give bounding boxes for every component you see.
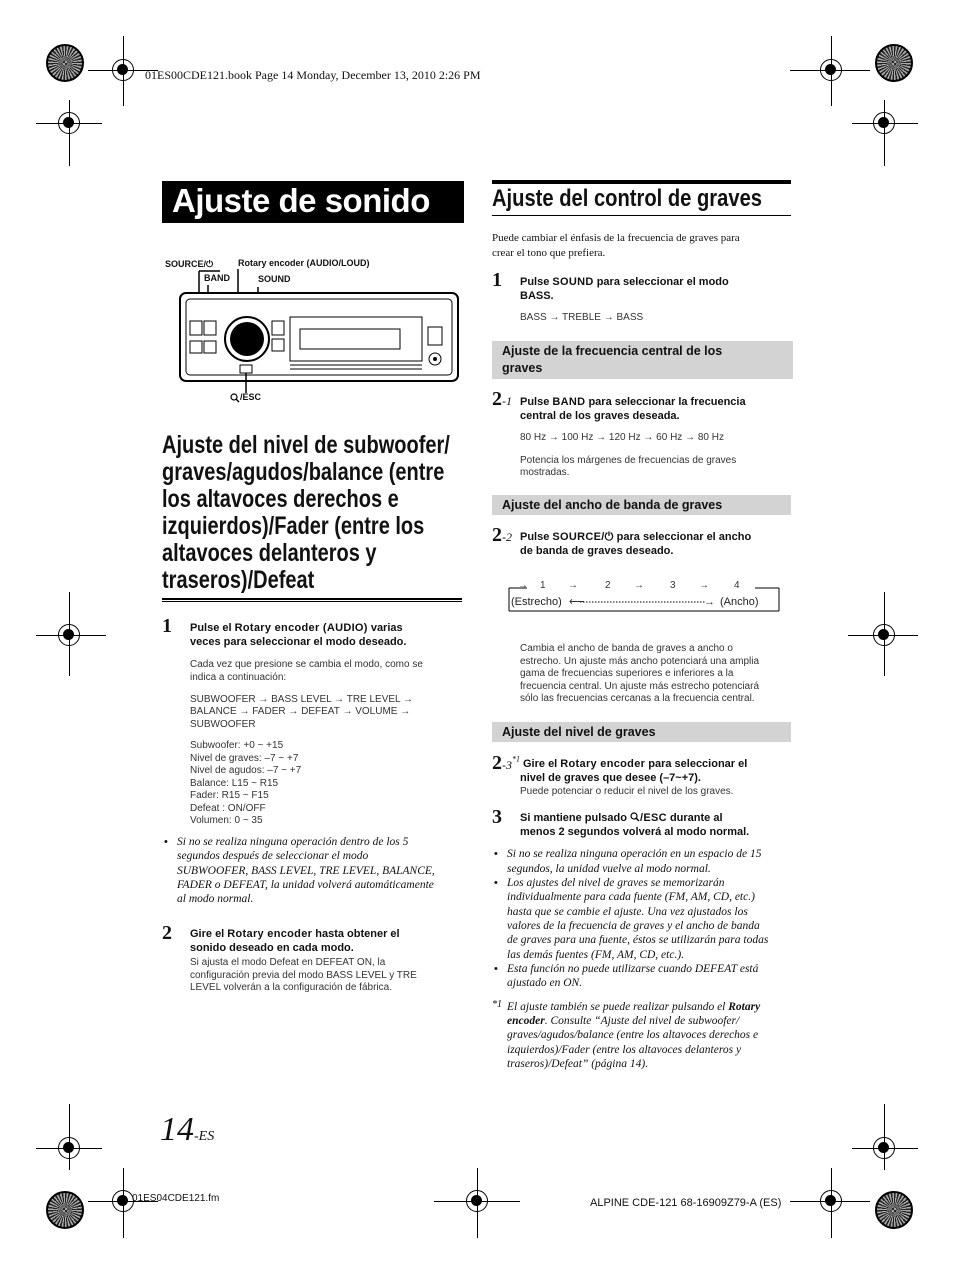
subsection-bar (492, 341, 793, 379)
note-line: FADER o DEFEAT, la unidad volverá automáticamente (177, 879, 434, 891)
note-line: ajustado en ON. (507, 977, 583, 989)
step-text: para seleccionar el ancho (613, 531, 752, 543)
section-heading: Ajuste del control de graves (492, 185, 762, 212)
footer-model: ALPINE CDE-121 68-16909Z79-A (ES) (590, 1197, 782, 1209)
heading-line: Ajuste del nivel de subwoofer/ (162, 431, 450, 459)
step-text: hasta obtener el (312, 928, 400, 940)
note-line: las demás fuentes (FM, AM, CD, etc.). (507, 949, 685, 961)
arrow-icon: → (699, 580, 709, 591)
footnote-line (507, 1000, 760, 1014)
bullet-icon: • (494, 877, 498, 889)
note-line: hasta que se cambie el ajuste. Una vez ajustados los (507, 906, 748, 918)
subsection-title: graves (502, 361, 543, 375)
note-line: individualmente para cada fuente (FM, AM, CD, etc.) (507, 891, 755, 903)
page-title-block (162, 181, 464, 223)
step-desc: frecuencia central. Un ajuste más estrecho potenciará (520, 681, 760, 692)
range-line: Nivel de agudos: –7 ~ +7 (190, 765, 302, 776)
note-line: valores de la frecuencia de graves y el ancho de banda (507, 920, 760, 932)
note-line: Esta función no puede utilizarse cuando DEFEAT está (507, 963, 759, 975)
step-instruction: central de los graves deseada. (520, 410, 680, 422)
subsection-title: Ajuste del nivel de graves (502, 725, 656, 739)
footer-file: 01ES04CDE121.fm (132, 1193, 220, 1204)
step-instruction (190, 928, 400, 942)
mode-sequence: SUBWOOFER → BASS LEVEL → TRE LEVEL → (190, 694, 414, 705)
range-line: Balance: L15 ~ R15 (190, 778, 279, 789)
step-desc: sólo las frecuencias cercanas a la frecuencia central. (520, 693, 755, 704)
step-number: 1 (492, 269, 502, 291)
note-line: segundos después de seleccionar el modo (177, 850, 369, 862)
footnote-key: Rotary (728, 1001, 761, 1013)
heading-rule (492, 180, 791, 184)
step-number: 1 (162, 615, 172, 637)
band-label: BAND (204, 273, 230, 283)
width-value: 1 (540, 580, 546, 591)
step-instruction: nivel de graves que desee (–7~+7). (520, 772, 701, 784)
key-name: /ESC (640, 812, 667, 824)
search-icon (630, 812, 640, 822)
key-name: SOUND (552, 276, 594, 288)
step-text: Gire el (523, 758, 561, 770)
step-instruction: menos 2 segundos volverá al modo normal. (520, 826, 750, 838)
step-instruction: veces para seleccionar el modo deseado. (190, 636, 407, 648)
narrow-label: (Estrecho) (511, 596, 562, 608)
heading-line: altavoces delanteros y (162, 539, 377, 567)
arrow-icon: → (518, 580, 528, 591)
step-number (492, 752, 520, 775)
subsection-title: Ajuste de la frecuencia central de los (502, 344, 723, 358)
registration-burst-icon (46, 44, 84, 82)
page-number-suffix: -ES (194, 1129, 215, 1144)
note-line: Si no se realiza ninguna operación en un espacio de 15 (507, 848, 762, 860)
arrow-icon: → (634, 580, 644, 591)
note-line: Si no se realiza ninguna operación dentro de los 5 (177, 836, 409, 848)
range-line: Subwoofer: +0 ~ +15 (190, 740, 284, 751)
step-number-sub: -1 (502, 394, 512, 408)
step-text: para seleccionar el modo (593, 276, 729, 288)
step-text: varias (367, 622, 403, 634)
arrow-right-icon: → (704, 596, 715, 608)
head-unit-illustration (160, 255, 470, 410)
heading-line: graves/agudos/balance (entre (162, 458, 445, 486)
bullet-icon: • (494, 848, 498, 860)
book-info: 01ES00CDE121.book Page 14 Monday, December 13, 2010 2:26 PM (145, 68, 481, 82)
step-text: para seleccionar el (645, 758, 748, 770)
footnote-mark: *1 (492, 999, 502, 1010)
step-desc: estrecho. Un ajuste más ancho potenciará una amplia (520, 656, 760, 667)
rotary-encoder-label: Rotary encoder (AUDIO/LOUD) (238, 258, 370, 268)
step-text: Pulse el (190, 622, 235, 634)
range-line: Nivel de graves: –7 ~ +7 (190, 753, 299, 764)
note-line: al modo normal. (177, 893, 254, 905)
intro-text: crear el tono que prefiera. (492, 247, 606, 259)
step-desc: mostradas. (520, 467, 570, 478)
key-name: Rotary encoder (227, 928, 313, 940)
step-instruction (523, 758, 747, 772)
width-value: 3 (670, 580, 676, 591)
footnote-line (507, 1014, 739, 1028)
footnote-line: graves/agudos/balance (entre los altavoces derechos e (507, 1029, 759, 1041)
footnote-line: izquierdos)/Fader (entre los altavoces delanteros y (507, 1044, 742, 1056)
footnote-key: encoder (507, 1015, 545, 1027)
range-line: Volumen: 0 ~ 35 (190, 815, 263, 826)
step-text: para seleccionar la frecuencia (585, 396, 746, 408)
arrow-icon: → (568, 580, 578, 591)
step-text: Gire el (190, 928, 228, 940)
width-value: 4 (734, 580, 740, 591)
step-number-sub: -2 (502, 530, 512, 544)
step-desc: configuración previa del modo BASS LEVEL y TRE (190, 970, 417, 981)
bullet-icon: • (164, 836, 168, 848)
footnote-mark: *1 (512, 754, 520, 764)
subsection-title: Ajuste del ancho de banda de graves (502, 498, 723, 512)
step-desc: Si ajusta el modo Defeat en DEFEAT ON, la (190, 957, 386, 968)
width-value: 2 (605, 580, 611, 591)
note-line: SUBWOOFER, BASS LEVEL, TRE LEVEL, BALANCE, (177, 865, 435, 877)
step-desc: Potencia los márgenes de frecuencias de graves (520, 455, 737, 466)
step-number (492, 388, 512, 411)
mode-sequence: BALANCE → FADER → DEFEAT → VOLUME → (190, 706, 411, 717)
step-number: 3 (492, 806, 502, 828)
wide-label: (Ancho) (720, 596, 759, 608)
source-power-label: SOURCE/⏻ (165, 259, 214, 269)
step-text: Si mantiene pulsado (520, 812, 631, 824)
registration-burst-icon (875, 1191, 913, 1229)
range-line: Fader: R15 ~ F15 (190, 790, 269, 801)
range-line: Defeat : ON/OFF (190, 803, 266, 814)
step-text: durante al (666, 812, 723, 824)
step-desc: Puede potenciar o reducir el nivel de los graves. (520, 786, 734, 797)
page-title: Ajuste de sonido (172, 182, 430, 219)
step-desc: Cada vez que presione se cambia el modo, como se (190, 659, 423, 670)
step-instruction (520, 812, 723, 826)
step-instruction (520, 396, 746, 410)
step-desc: gama de frecuencias superiores e inferiores a la (520, 668, 734, 679)
step-number-sub: -3 (502, 758, 512, 772)
step-instruction: BASS. (520, 290, 554, 302)
note-line: segundos, la unidad vuelve al modo normal. (507, 863, 711, 875)
registration-burst-icon (875, 44, 913, 82)
heading-line: los altavoces derechos e (162, 485, 399, 513)
step-instruction (190, 622, 403, 636)
intro-text: Puede cambiar el énfasis de la frecuencia de graves para (492, 232, 740, 244)
key-name: Rotary encoder (560, 758, 646, 770)
heading-line: traseros)/Defeat (162, 566, 315, 594)
key-name: BAND (552, 396, 586, 408)
mode-sequence: SUBWOOFER (190, 719, 256, 730)
step-instruction (520, 276, 729, 290)
arrow-left-icon: ⟵ (569, 596, 585, 608)
registration-burst-icon (46, 1191, 84, 1229)
esc-label: /ESC (240, 392, 262, 402)
page-number (160, 1111, 214, 1149)
step-instruction: sonido deseado en cada modo. (190, 942, 354, 954)
step-desc: Cambia el ancho de banda de graves a ancho o (520, 643, 733, 654)
step-number-main: 2 (492, 388, 502, 410)
heading-rule (162, 601, 462, 602)
step-desc: indica a continuación: (190, 672, 287, 683)
page-number-value: 14 (160, 1111, 194, 1148)
footnote-text: El ajuste también se puede realizar pulsando el (507, 1001, 729, 1013)
note-line: Los ajustes del nivel de graves se memorizarán (507, 877, 725, 889)
step-desc: LEVEL volverán a la configuración de fábrica. (190, 982, 392, 993)
step-instruction: de banda de graves deseado. (520, 545, 674, 557)
heading-rule (492, 215, 791, 216)
step-text: Pulse (520, 396, 553, 408)
search-icon (230, 393, 240, 403)
step-number (492, 524, 512, 547)
heading-line: izquierdos)/Fader (entre los (162, 512, 425, 540)
step-number-main: 2 (492, 524, 502, 546)
step-text: Pulse (520, 531, 553, 543)
bullet-icon: • (494, 963, 498, 975)
note-line: de graves para una fuente, éstos se utilizarán para todas (507, 934, 769, 946)
subsection-bar (492, 495, 791, 515)
step-number: 2 (162, 922, 172, 944)
step-text: Pulse (520, 276, 553, 288)
key-name: SOURCE/⏻ (552, 531, 614, 543)
step-number-main: 2 (492, 752, 502, 774)
heading-rule (162, 598, 462, 600)
mode-sequence: BASS → TREBLE → BASS (520, 312, 644, 323)
subsection-bar (492, 722, 791, 742)
sound-label: SOUND (258, 274, 291, 284)
footnote-line: traseros)/Defeat” (página 14). (507, 1058, 649, 1070)
step-instruction (520, 531, 751, 545)
key-name: Rotary encoder (AUDIO) (234, 622, 368, 634)
footnote-text: . Consulte “Ajuste del nivel de subwoofer/ (544, 1015, 740, 1027)
frequency-sequence: 80 Hz → 100 Hz → 120 Hz → 60 Hz → 80 Hz (520, 432, 724, 443)
